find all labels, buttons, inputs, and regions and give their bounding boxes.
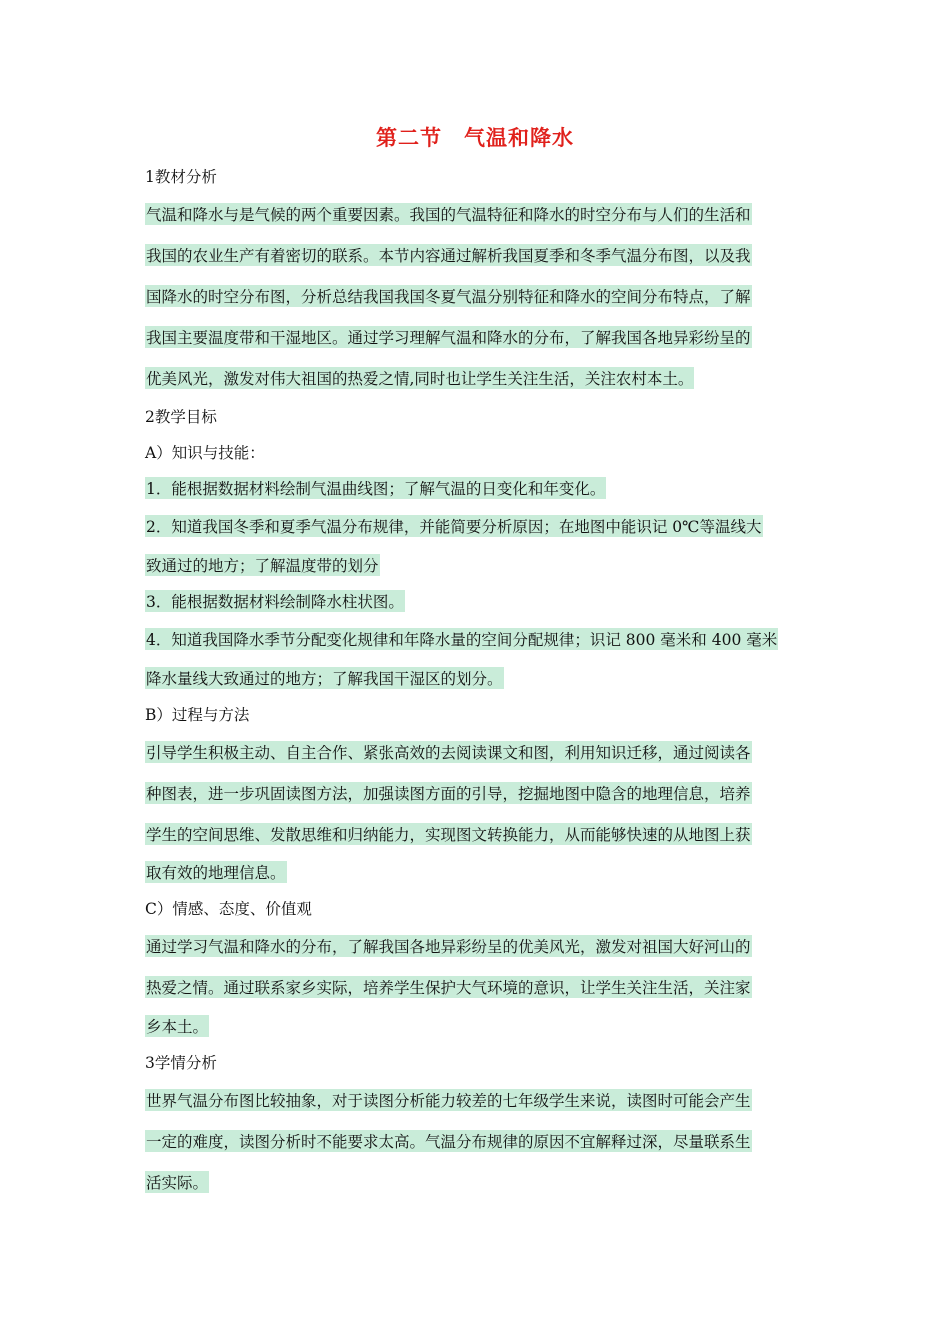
paragraph-line (145, 619, 810, 660)
line-text: 乡本土。 (145, 1015, 209, 1037)
heading-line (145, 583, 810, 619)
line-text: 优美风光，激发对伟大祖国的热爱之情,同时也让学生关注生活，关注农村本土。 (145, 367, 694, 389)
paragraph-line (145, 813, 810, 854)
line-text: 取有效的地理信息。 (145, 861, 287, 883)
line-text: 种图表，进一步巩固读图方法，加强读图方面的引导，挖掘地图中隐含的地理信息，培养 (145, 782, 752, 804)
paragraph-line (145, 926, 810, 967)
heading-line (145, 1008, 810, 1044)
paragraph-line (145, 772, 810, 813)
paragraph-line (145, 316, 810, 357)
line-text: 3学情分析 (145, 1053, 217, 1072)
line-text: B）过程与方法 (145, 705, 250, 724)
line-text: 活实际。 (145, 1171, 209, 1193)
paragraph-line (145, 506, 810, 547)
paragraph-line (145, 967, 810, 1008)
line-text: 我国主要温度带和干湿地区。通过学习理解气温和降水的分布，了解我国各地异彩纷呈的 (145, 326, 752, 348)
line-text: 热爱之情。通过联系家乡实际，培养学生保护大气环境的意识，让学生关注生活，关注家 (145, 976, 752, 998)
line-text: 世界气温分布图比较抽象，对于读图分析能力较差的七年级学生来说，读图时可能会产生 (145, 1089, 752, 1111)
heading-line (145, 890, 810, 926)
paragraph-line (145, 276, 810, 317)
line-text: 3．能根据数据材料绘制降水柱状图。 (145, 590, 405, 612)
heading-line (145, 696, 810, 732)
line-text: 2．知道我国冬季和夏季气温分布规律，并能简要分析原因；在地图中能识记 0℃等温线大 (145, 515, 763, 537)
heading-line (145, 470, 810, 506)
line-text: 通过学习气温和降水的分布，了解我国各地异彩纷呈的优美风光，激发对祖国大好河山的 (145, 935, 752, 957)
line-text: 国降水的时空分布图，分析总结我国我国冬夏气温分别特征和降水的空间分布特点，了解 (145, 285, 752, 307)
line-text: 学生的空间思维、发散思维和归纳能力，实现图文转换能力，从而能够快速的从地图上获 (145, 823, 752, 845)
paragraph-line (145, 1161, 810, 1202)
line-text: A）知识与技能： (145, 443, 265, 462)
line-text: 我国的农业生产有着密切的联系。本节内容通过解析我国夏季和冬季气温分布图，以及我 (145, 244, 752, 266)
heading-line (145, 660, 810, 696)
heading-line (145, 547, 810, 583)
line-text: 一定的难度，读图分析时不能要求太高。气温分布规律的原因不宜解释过深，尽量联系生 (145, 1130, 752, 1152)
line-text: 1．能根据数据材料绘制气温曲线图；了解气温的日变化和年变化。 (145, 477, 606, 499)
line-text: 致通过的地方；了解温度带的划分 (145, 554, 380, 576)
paragraph-line (145, 1080, 810, 1121)
document-title: 第二节 气温和降水 (376, 125, 574, 150)
paragraph-line (145, 357, 810, 398)
line-text: 引导学生积极主动、自主合作、紧张高效的去阅读课文和图，利用知识迁移，通过阅读各 (145, 741, 752, 763)
line-text: C）情感、态度、价值观 (145, 899, 312, 918)
heading-line (145, 1044, 810, 1080)
paragraph-line (145, 235, 810, 276)
heading-line (145, 398, 810, 434)
line-text: 1教材分析 (145, 168, 217, 186)
heading-line (145, 158, 810, 194)
line-text: 气温和降水与是气候的两个重要因素。我国的气温特征和降水的时空分布与人们的生活和 (145, 203, 752, 225)
paragraph-line (145, 732, 810, 773)
line-text: 2教学目标 (145, 407, 217, 426)
paragraph-line (145, 194, 810, 235)
heading-line (145, 854, 810, 890)
line-text: 降水量线大致通过的地方；了解我国干湿区的划分。 (145, 667, 504, 689)
paragraph-line (145, 1120, 810, 1161)
line-text: 4．知道我国降水季节分配变化规律和年降水量的空间分配规律；识记 800 毫米和 400 毫米 (145, 628, 778, 650)
document-body (145, 158, 810, 1202)
heading-line (145, 434, 810, 470)
